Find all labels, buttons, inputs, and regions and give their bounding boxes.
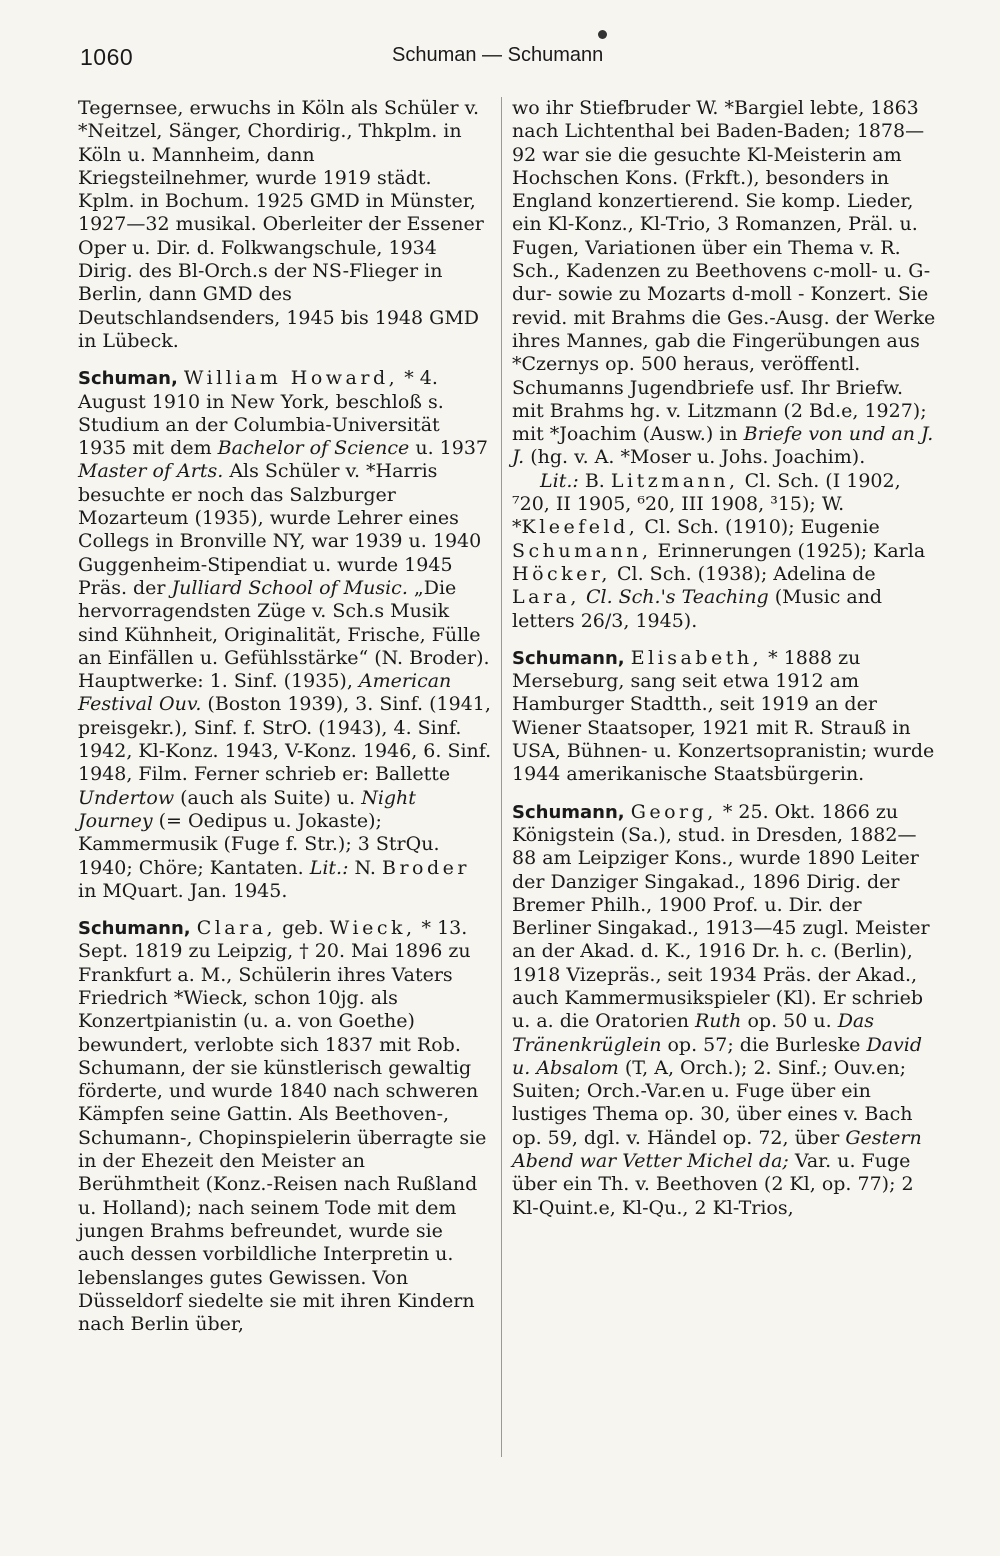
headword: Schumann, bbox=[78, 918, 191, 940]
literature-author: Kleefeld, bbox=[521, 516, 639, 539]
given-names: William Howard, bbox=[183, 367, 399, 390]
right-column bbox=[512, 97, 936, 1220]
given-names: Clara, bbox=[196, 917, 277, 940]
literature-author: Broder bbox=[382, 856, 470, 879]
headword: Schumann, bbox=[512, 801, 625, 823]
continuation-paragraph: Tegernsee, erwuchs in Köln als Schüler v. *Neitzel, Sänger, Chordirig., Thkplm. in Köln u. Mannheim, dann Kriegsteilnehmer, wurde 1919 städt. Kplm. in Bochum. 1925 GMD in Münster, 1927—32 musikal. Oberleiter der Essener Oper u. Dir. d. Folkwangschule, 1934 Dirig. des Bl-Orch.s der NS-Flieger in Berlin, dann GMD des Deutschlandsenders, 1945 bis 1948 GMD in Lübeck. bbox=[78, 97, 484, 352]
literature-author: Litzmann, bbox=[610, 469, 739, 492]
literature-label: Lit.: bbox=[540, 469, 579, 492]
running-title: Schuman — Schumann bbox=[392, 44, 604, 66]
literature-label: Lit.: bbox=[309, 856, 349, 879]
left-column bbox=[78, 97, 492, 1336]
entry-georg-schumann: Schumann, Georg, * 25. Okt. 1866 zu Königstein (Sa.), stud. in Dresden, 1882—88 am Leipziger Kons., wurde 1890 Leiter der Danziger Singakad., 1896 Dirig. der Bremer Philh., 1900 Prof. u. Dir. der Berliner Singakad., 1913—45 zugl. Meister an der Akad. d. K., 1916 Dr. h. c. (Berlin), 1918 Vizepräs., seit 1934 Präs. der Akad., auch Kammermusikspieler (Kl). Er schrieb u. a. die Oratorien Ruth op. 50 u. Das Tränenkrüglein op. 57; die Burleske David u. Absalom (T, A, Orch.); 2. Sinf.; Ouv.en; Suiten; Orch.-Var.en u. Fuge über ein lustiges Thema op. 30, über eines v. Bach op. 59, dgl. v. Händel op. 72, über Gestern Abend war Vetter Michel da; Var. u. Fuge über ein Th. v. Beethoven (2 Kl, op. 77); 2 Kl-Quint.e, Kl-Qu., 2 Kl-Trios, bbox=[512, 800, 930, 1219]
literature-author: Schumann, bbox=[512, 539, 652, 562]
page-number: 1060 bbox=[80, 44, 134, 70]
clara-literature: Lit.: B. Litzmann, Cl. Sch. (I 1902, ⁷20, II 1905, ⁶20, III 1908, ³15); W. *Kleefeld, Cl. Sch. (1910); Eugenie Schumann, Erinnerungen (1925); Karla Höcker, Cl. Sch. (1938); Adelina de Lara, Cl. Sch.'s Teaching (Music and letters 26/3, 1945). bbox=[512, 469, 926, 632]
literature-author: Lara, bbox=[512, 586, 580, 609]
entry-clara-schumann: Schumann, Clara, geb. Wieck, * 13. Sept. 1819 zu Leipzig, † 20. Mai 1896 zu Frankfurt a. M., Schülerin ihres Vaters Friedrich *Wieck, schon 10jg. als Konzertpianistin (u. a. von Goethe) bewundert, verlobte sich 1837 mit Rob. Schumann, der sie künstlerisch gewaltig förderte, und wurde 1840 nach schweren Kämpfen seine Gattin. Als Beethoven-, Schumann-, Chopinspielerin überragte sie in der Ehezeit den Meister an Berühmtheit (Konz.-Reisen nach Rußland u. Holland); nach seinem Tode mit dem jungen Brahms befreundet, wurde sie auch dessen vorbildliche Interpretin u. lebenslanges gutes Gewissen. Von Düsseldorf siedelte sie mit ihren Kindern nach Berlin über, bbox=[78, 917, 487, 1336]
print-speck bbox=[598, 30, 607, 39]
entry-elisabeth-schumann: Schumann, Elisabeth, * 1888 zu Merseburg, sang seit etwa 1912 am Hamburger Stadtth., seit 1919 an der Wiener Staatsoper, 1921 mit R. Strauß in USA, Bühnen- u. Konzertsopranistin; wurde 1944 amerikanische Staatsbürgerin. bbox=[512, 646, 935, 786]
entry-clara-continuation: wo ihr Stiefbruder W. *Bargiel lebte, 1863 nach Lichtenthal bei Baden-Baden; 1878—92 war sie die gesuchte Kl-Meisterin am Hochschen Kons. (Frkft.), besonders in England konzertierend. Sie komp. Lieder, ein Kl-Konz., Kl-Trio, 3 Romanzen, Präl. u. Fugen, Variationen über ein Thema v. R. Sch., Kadenzen zu Beethovens c-moll- u. G-dur- sowie zu Mozarts d-moll - Konzert. Sie revid. mit Brahms die Ges.-Ausg. der Werke ihres Mannes, gab die Fingerübungen aus *Czernys op. 500 heraus, veröffentl. Schumanns Jugendbriefe usf. Ihr Briefw. mit Brahms hg. v. Litzmann (2 Bd.e, 1927); mit *Joachim (Ausw.) in Briefe von und an J. J. (hg. v. A. *Moser u. Johs. Joachim). bbox=[512, 97, 936, 469]
literature-author: Höcker, bbox=[512, 562, 611, 585]
given-names: Elisabeth, bbox=[630, 646, 763, 669]
given-names: Georg, bbox=[630, 800, 717, 823]
entry-william-schuman: Schuman, William Howard, * 4. August 1910 in New York, beschloß s. Studium an der Columbia-Universität 1935 mit dem Bachelor of Science u. 1937 Master of Arts. Als Schüler v. *Harris besuchte er noch das Salzburger Mozarteum (1935), wurde Lehrer eines Collegs in Bronville NY, war 1939 u. 1940 Guggenheim-Stipendiat u. wurde 1945 Präs. der Julliard School of Music. „Die hervorragendsten Züge v. Sch.s Musik sind Kühnheit, Originalität, Frische, Fülle an Einfällen u. Gefühlsstärke“ (N. Broder). Hauptwerke: 1. Sinf. (1935), American Festival Ouv. (Boston 1939), 3. Sinf. (1941, preisgekr.), Sinf. f. StrO. (1943), 4. Sinf. 1942, Kl-Konz. 1943, V-Konz. 1946, 6. Sinf. 1948, Film. Ferner schrieb er: Ballette Undertow (auch als Suite) u. Night Journey (= Oedipus u. Jokaste); Kammermusik (Fuge f. Str.); 3 StrQu. 1940; Chöre; Kantaten. Lit.: N. Broder in MQuart. Jan. 1945. bbox=[78, 367, 492, 902]
column-divider bbox=[501, 97, 502, 1457]
headword: Schuman, bbox=[78, 368, 178, 390]
headword: Schumann, bbox=[512, 647, 625, 669]
birth-name: Wieck, bbox=[329, 917, 416, 940]
